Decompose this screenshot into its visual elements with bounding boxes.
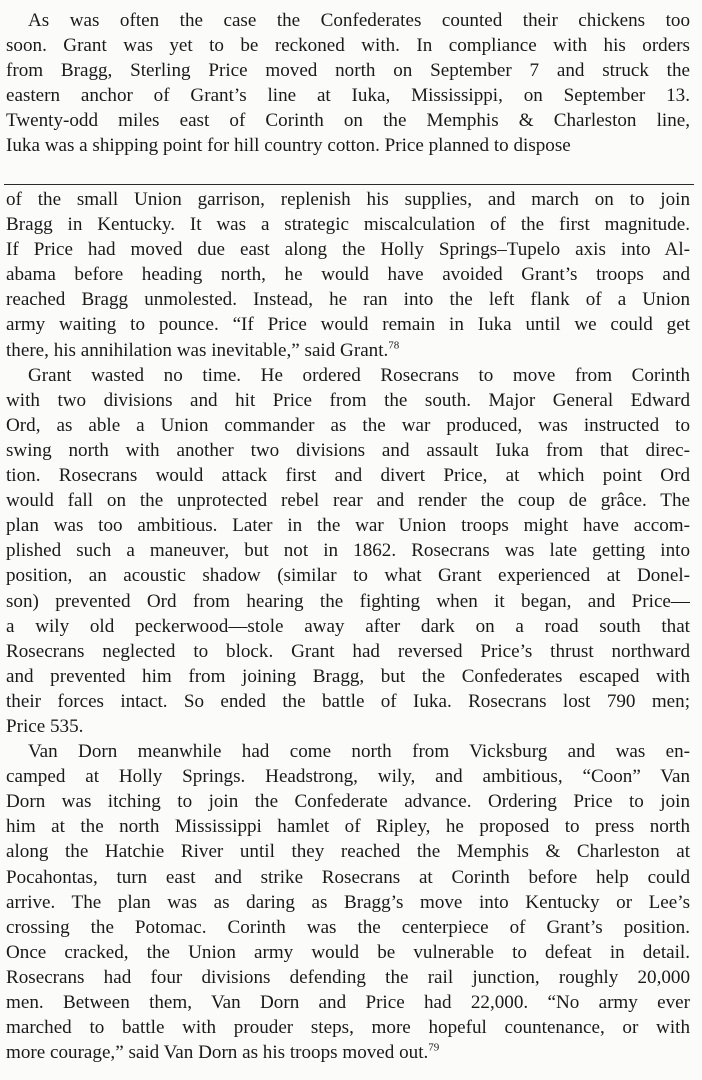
text-line: army waiting to pounce. “If Price would remain in Iuka until we could get (6, 314, 690, 336)
text-line: would fall on the unprotected rebel rear and render the coup de grâce. The (6, 490, 690, 512)
paragraph-2 (6, 363, 690, 739)
text-line: eastern anchor of Grant’s line at Iuka, Mississippi, on September 13. (6, 85, 690, 107)
text-line: Iuka was a shipping point for hill country cotton. Price planned to dispose (6, 135, 571, 157)
text-line: plan was too ambitious. Later in the war Union troops might have accom- (6, 515, 690, 537)
text-line: Pocahontas, turn east and strike Rosecrans at Corinth before help could (6, 866, 690, 888)
text-line: Twenty-odd miles east of Corinth on the Memphis & Charleston line, (6, 110, 690, 132)
paragraph-1-part-2 (6, 187, 690, 363)
text-line: plished such a maneuver, but not in 1862. Rosecrans was late getting into (6, 540, 690, 562)
paragraph-1-part-1 (6, 8, 690, 159)
text-line: tion. Rosecrans would attack first and divert Price, at which point Ord (6, 465, 690, 487)
text-line: swing north with another two divisions and assault Iuka from that direc- (6, 439, 690, 461)
text-line: Bragg in Kentucky. It was a strategic miscalculation of the first magnitude. (6, 214, 690, 236)
text-line: with two divisions and hit Price from the south. Major General Edward (6, 389, 690, 411)
text-line: Rosecrans neglected to block. Grant had reversed Price’s thrust northward (6, 640, 690, 662)
paragraph-top-fragment (6, 8, 690, 159)
text-line: him at the north Mississippi hamlet of Ripley, he proposed to press north (6, 816, 690, 838)
text-line: Once cracked, the Union army would be vulnerable to defeat in detail. (6, 941, 690, 963)
text-line: position, an acoustic shadow (similar to what Grant experienced at Donel- (6, 565, 690, 587)
text-line: along the Hatchie River until they reached the Memphis & Charleston at (6, 841, 690, 863)
text-line: marched to battle with prouder steps, more hopeful countenance, or with (6, 1017, 690, 1039)
text-line: a wily old peckerwood—stole away after dark on a road south that (6, 615, 690, 637)
text-line: Price 535. (6, 715, 84, 737)
footnote-marker: 79 (428, 1041, 440, 1054)
text-line: Grant wasted no time. He ordered Rosecrans to move from Corinth (28, 364, 690, 386)
text-line: soon. Grant was yet to be reckoned with. In compliance with his orders (6, 35, 690, 57)
text-line: Dorn was itching to join the Confederate advance. Ordering Price to join (6, 791, 690, 813)
text-line: If Price had moved due east along the Holly Springs–Tupelo axis into Al- (6, 239, 690, 261)
text-line: and prevented him from joining Bragg, but the Confederates escaped with (6, 665, 690, 687)
text-line: camped at Holly Springs. Headstrong, wily, and ambitious, “Coon” Van (6, 766, 690, 788)
text-line: son) prevented Ord from hearing the fighting when it began, and Price— (6, 590, 690, 612)
paragraph-3 (6, 739, 690, 1065)
text-line: reached Bragg unmolested. Instead, he ran into the left flank of a Union (6, 289, 690, 311)
text-line: there, his annihilation was inevitable,” said Grant.$^{78}$ (6, 339, 400, 361)
text-line: crossing the Potomac. Corinth was the centerpiece of Grant’s position. (6, 916, 690, 938)
text-line: more courage,” said Van Dorn as his troops moved out.$^{79}$ (6, 1041, 440, 1064)
text-line: Ord, as able a Union commander as the war produced, was instructed to (6, 414, 690, 436)
text-line: As was often the case the Confederates counted their chickens too (28, 10, 690, 31)
text-line: Rosecrans had four divisions defending the rail junction, roughly 20,000 (6, 966, 690, 988)
text-line: their forces intact. So ended the battle of Iuka. Rosecrans lost 790 men; (6, 690, 690, 712)
text-line: from Bragg, Sterling Price moved north on September 7 and struck the (6, 60, 690, 82)
text-line: men. Between them, Van Dorn and Price had 22,000. “No army ever (6, 992, 690, 1013)
text-line: arrive. The plan was as daring as Bragg’s move into Kentucky or Lee’s (6, 891, 690, 913)
scan-seam-divider (4, 184, 694, 185)
main-text-block (6, 187, 690, 1065)
footnote-marker: 78 (388, 339, 400, 352)
text-line: of the small Union garrison, replenish his supplies, and march on to join (6, 189, 690, 210)
text-line: abama before heading north, he would have avoided Grant’s troops and (6, 264, 690, 286)
text-line: Van Dorn meanwhile had come north from Vicksburg and was en- (28, 741, 690, 763)
